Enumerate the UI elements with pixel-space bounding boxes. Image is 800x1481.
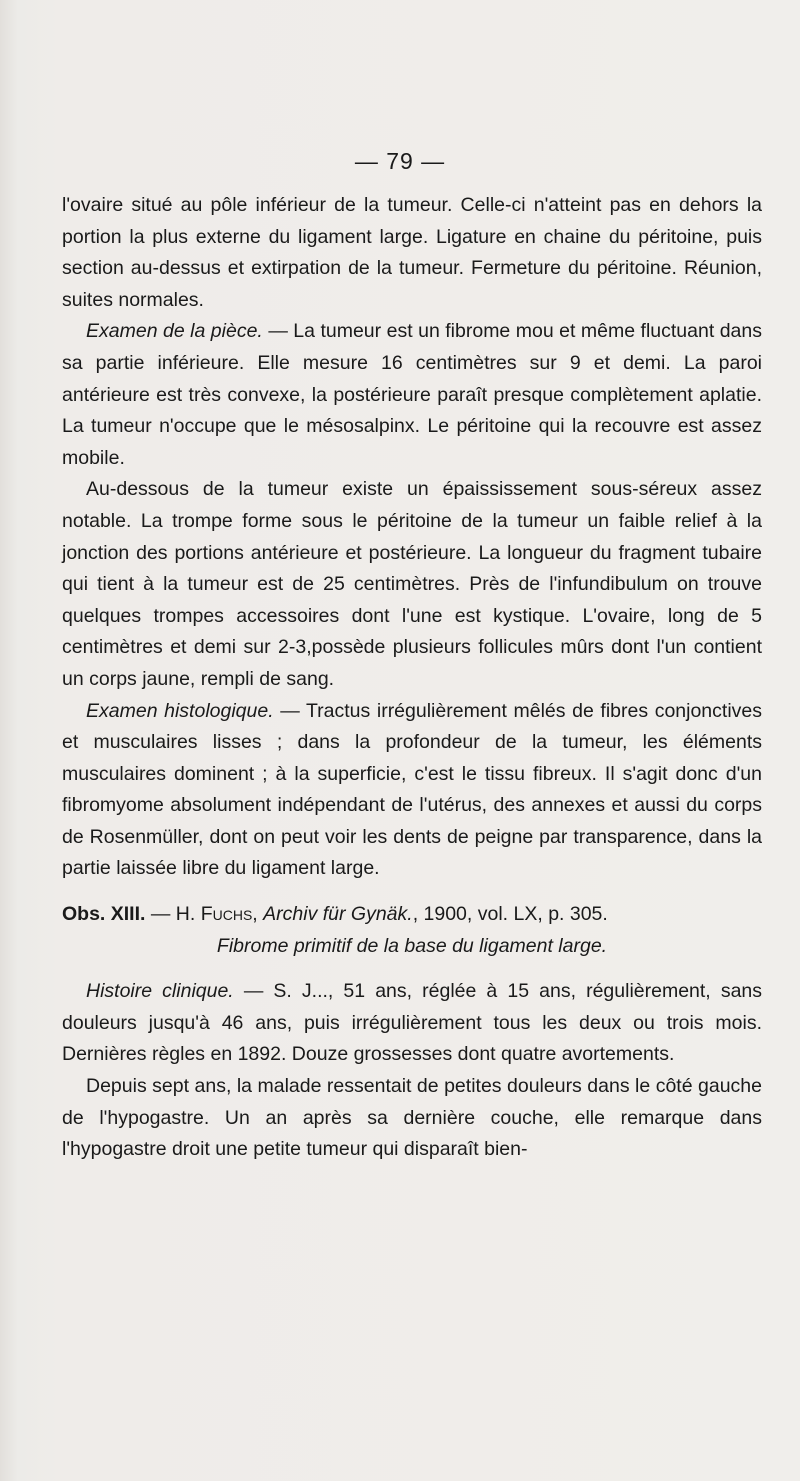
section-heading: Examen histologique. xyxy=(86,699,274,722)
paragraph xyxy=(62,696,762,886)
paragraph: Au-dessous de la tumeur existe un épaississement sous-séreux assez notable. La trompe forme sous le péritoine de la tumeur un faible relief à la jonction des portions antérieure et postérieure. La longueur du fragment tubaire qui tient à la tumeur est de 25 centimètres. Près de l'infundibulum on trouve quelques trompes accessoires dont l'une est kystique. L'ovaire, long de 5 centimètres et demi sur 2-3,possède plusieurs follicules mûrs dont l'un contient un corps jaune, rempli de sang. xyxy=(62,478,762,690)
citation-author: Fuchs xyxy=(200,903,253,926)
paragraph-text: — La tumeur est un fibrome mou et même fluctuant dans sa partie inférieure. Elle mesure 16 centimètres sur 9 et demi. La paroi antérieure est très convexe, la postérieure paraît presque complètement aplatie. La tumeur n'occupe que le mésosalpinx. Le péritoine qui la recouvre est assez mobile. xyxy=(62,320,762,469)
section-heading: Histoire clinique. xyxy=(86,980,234,1003)
paragraph: Depuis sept ans, la malade ressentait de petites douleurs dans le côté gauche de l'hypogastre. Un an après sa dernière couche, elle remarque dans l'hypogastre droit une petite tumeur qui disparaît bien- xyxy=(62,1075,762,1161)
page-body xyxy=(62,190,762,1166)
page-number: — 79 — xyxy=(354,148,446,174)
paragraph-text: — Tractus irrégulièrement mêlés de fibres conjonctives et musculaires lisses ; dans la profondeur de la tumeur, les éléments musculaires dominent ; à la superficie, c'est le tissu fibreux. Il s'agit donc d'un fibromyome absolument indépendant de l'utérus, des annexes et aussi du corps de Rosenmüller, dont on peut voir les dents de peigne par transparence, dans la partie laissée libre du ligament large. xyxy=(62,699,762,880)
section-heading: Examen de la pièce. xyxy=(86,320,263,343)
separator: — H. xyxy=(145,903,201,926)
observation-label: Obs. XIII. xyxy=(62,903,146,926)
separator: , xyxy=(252,903,264,926)
paragraph-text: — S. J..., 51 ans, réglée à 15 ans, régulièrement, sans douleurs jusqu'à 46 ans, puis irrégulièrement tous les deux ou trois mois. Dernières règles en 1892. Douze grossesses dont quatre avortements. xyxy=(62,980,763,1066)
paragraph: l'ovaire situé au pôle inférieur de la tumeur. Celle-ci n'atteint pas en dehors la portion la plus externe du ligament large. Ligature en chaine du péritoine, puis section au-dessus et extirpation de la tumeur. Fermeture du péritoine. Réunion, suites normales. xyxy=(62,194,762,311)
observation-header xyxy=(62,899,762,931)
observation-subtitle xyxy=(62,931,762,963)
observation-subtitle-text: Fibrome primitif de la base du ligament large. xyxy=(216,934,608,957)
citation-details: , 1900, vol. LX, p. 305. xyxy=(412,903,608,926)
paragraph xyxy=(62,976,762,1071)
paragraph xyxy=(62,316,762,474)
citation-journal: Archiv für Gynäk. xyxy=(263,903,413,926)
